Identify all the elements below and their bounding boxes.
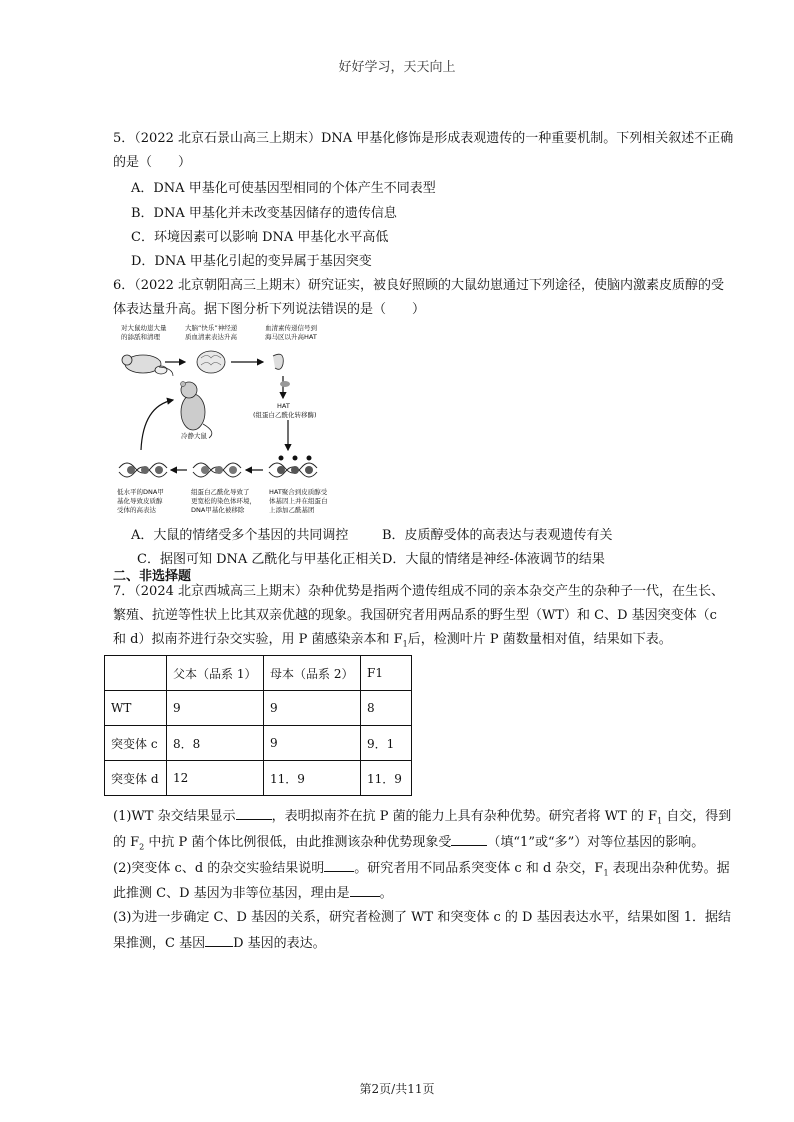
table-cell: 9 [264, 726, 361, 761]
calm-rat-icon [181, 382, 212, 439]
chromatin-icon-3 [269, 456, 317, 478]
q5-option-d: D．DNA 甲基化引起的变异属于基因突变 [131, 254, 372, 269]
q6-stem-line2: 体表达量升高。据下图分析下列说法错误的是（ ） [113, 302, 426, 317]
fig-label-low-methylation-2: 基化导致皮质醇 [117, 497, 163, 505]
q7-part1-text-b: ，表明拟南芥在抗 P 菌的能力上具有杂种优势。研究者将 WT 的 F [271, 809, 658, 824]
table-cell: 11．9 [361, 761, 412, 796]
q7-part2-text-b: 。研究者用不同品系突变体 c 和 d 杂交，F [354, 861, 604, 876]
fig-label-low-methylation-1: 低水平的DNA甲 [117, 488, 164, 496]
page-header: 好好学习，天天向上 [338, 60, 456, 75]
q7-part2-line1 [113, 858, 730, 883]
fig-label-serotonin-2: 质血清素表达升高 [185, 333, 237, 341]
mother-rat-icon [122, 355, 173, 376]
f1-subscript: 1 [657, 816, 663, 826]
q6-stem-line1: 6．（2022 北京朝阳高三上期末）研究证实，被良好照顾的大鼠幼崽通过下列途径，使脑内激素皮质醇的受 [113, 278, 724, 293]
q6-diagram-svg [113, 320, 358, 520]
section-heading: 二、非选择题 [113, 569, 192, 584]
q7-part3-text-c: D 基因的表达。 [233, 936, 326, 951]
q7-stem-line2: 繁殖、抗逆等性状上比其双亲优越的现象。我国研究者用两品系的野生型（WT）和 C、D 基因突变体（c [113, 608, 717, 623]
fig-label-serotonin-1: 大脑“快乐”神经递 [185, 324, 238, 332]
table-cell: 9 [264, 691, 361, 726]
fig-label-acetylation-2: 更宽松的染色体环境， [191, 497, 256, 505]
q7-part2-text-d: 此推测 C、D 基因为非等位基因，理由是 [113, 886, 350, 901]
fig-label-hat-binding-2: 体基因上并在组蛋白 [269, 497, 328, 505]
table-cell: 突变体 c [105, 726, 167, 761]
q7-part1-text-c: 自交，得到 [662, 809, 732, 824]
q6-option-c: C．据图可知 DNA 乙酰化与甲基化正相关 [137, 552, 382, 567]
table-header-cell: 父本（品系 1） [167, 656, 264, 691]
q7-part1-text-e: 中抗 P 菌个体比例很低，由此推测该杂种优势现象受 [144, 835, 452, 850]
table-cell: WT [105, 691, 167, 726]
table-cell: 突变体 d [105, 761, 167, 796]
fig-label-hippocampus-2: 海马区以升高HAT [265, 333, 317, 341]
answer-blank[interactable] [236, 806, 272, 820]
q7-part1-line2 [113, 832, 704, 857]
fig-label-hat-binding-3: 上添加乙酰基团 [269, 506, 315, 514]
f2-subscript: 2 [139, 842, 145, 852]
q5-stem-line2: 的是（ ） [113, 155, 192, 170]
table-cell: 12 [167, 761, 264, 796]
chromatin-icon-2 [193, 463, 241, 477]
fig-label-acetylation-1: 组蛋白乙酰化导致了 [191, 488, 250, 496]
q6-option-d: D．大鼠的情绪是神经-体液调节的结果 [382, 552, 605, 567]
q7-part3-line2 [113, 933, 326, 953]
table-cell: 11．9 [264, 761, 361, 796]
q7-stem-line3-b: 后，检测叶片 P 菌数量相对值，结果如下表。 [407, 632, 672, 647]
fig-label-acetylation-3: DNA甲基化被移除 [191, 506, 245, 514]
fig-label-hat: HAT [277, 402, 290, 410]
q7-part1-text-d: 的 F [113, 835, 140, 850]
answer-blank[interactable] [205, 933, 233, 947]
q7-stem-line1: 7．（2024 北京西城高三上期末）杂种优势是指两个遗传组成不同的亲本杂交产生的杂种子一代，在生长、 [113, 584, 724, 599]
f1-subscript: 1 [402, 639, 408, 649]
q7-part3-line1: (3)为进一步确定 C、D 基因的关系，研究者检测了 WT 和突变体 c 的 D 基因表达水平，结果如图 1．据结 [113, 910, 731, 925]
table-cell: 9．1 [361, 726, 412, 761]
q7-part1-line1 [113, 806, 731, 831]
table-cell: 8 [361, 691, 412, 726]
fig-label-hat-binding-1: HAT聚合到皮质醇受 [269, 488, 328, 496]
results-table [104, 655, 412, 796]
q7-part2-line2 [113, 883, 393, 903]
q7-stem-line3 [113, 631, 672, 654]
answer-blank[interactable] [350, 883, 380, 897]
q6-option-b: B．皮质醇受体的高表达与表观遗传有关 [382, 528, 613, 543]
hippocampus-icon [273, 354, 283, 369]
q5-option-c: C．环境因素可以影响 DNA 甲基化水平高低 [131, 230, 389, 245]
q6-option-a: A．大鼠的情绪受多个基因的共同调控 [131, 528, 349, 543]
table-header-cell: 母本（品系 2） [264, 656, 361, 691]
q7-part2-text-c: 表现出杂种优势。据 [608, 861, 730, 876]
fig-label-low-methylation-3: 受体的高表达 [117, 506, 156, 514]
q7-part2-text-a: (2)突变体 c、d 的杂交实验结果说明 [113, 861, 325, 876]
q7-stem-line3-a: 和 d）拟南芥进行杂交实验，用 P 菌感染亲本和 F [113, 632, 403, 647]
table-cell: 8．8 [167, 726, 264, 761]
q6-diagram [113, 320, 358, 520]
table-row [105, 691, 412, 726]
answer-blank[interactable] [324, 858, 354, 872]
fig-label-hat-desc: (组蛋白乙酰化转移酶) [253, 411, 317, 419]
q5-option-a: A．DNA 甲基化可使基因型相同的个体产生不同表型 [131, 181, 436, 196]
q5-option-b: B．DNA 甲基化并未改变基因储存的遗传信息 [131, 206, 397, 221]
fig-label-licking-1: 对大鼠幼崽大量 [121, 324, 167, 332]
table-row [105, 761, 412, 796]
page-footer: 第2页/共11页 [359, 1082, 435, 1096]
q7-part1-text-a: (1)WT 杂交结果显示 [113, 809, 236, 824]
q7-part2-text-e: 。 [379, 886, 393, 901]
chromatin-icon-1 [119, 463, 167, 477]
hat-enzyme-icon [280, 381, 290, 387]
table-header-cell: F1 [361, 656, 412, 691]
fig-label-hippocampus-1: 血清素传递信号到 [265, 324, 317, 332]
fig-label-licking-2: 的舔舐和清理 [121, 333, 160, 341]
answer-blank[interactable] [451, 832, 487, 846]
q7-part1-text-f: （填“1”或“多”）对等位基因的影响。 [487, 835, 705, 850]
q5-stem-line1: 5．（2022 北京石景山高三上期末）DNA 甲基化修饰是形成表观遗传的一种重要机制。下列相关叙述不正确 [113, 131, 734, 146]
fig-label-calm-rat: 冷静大鼠 [181, 432, 207, 440]
table-header-cell [105, 656, 167, 691]
brain-icon [197, 351, 225, 373]
q7-part3-text-b: 果推测，C 基因 [113, 936, 206, 951]
table-row [105, 726, 412, 761]
table-cell: 9 [167, 691, 264, 726]
f1-subscript: 1 [603, 868, 609, 878]
table-header-row [105, 656, 412, 691]
